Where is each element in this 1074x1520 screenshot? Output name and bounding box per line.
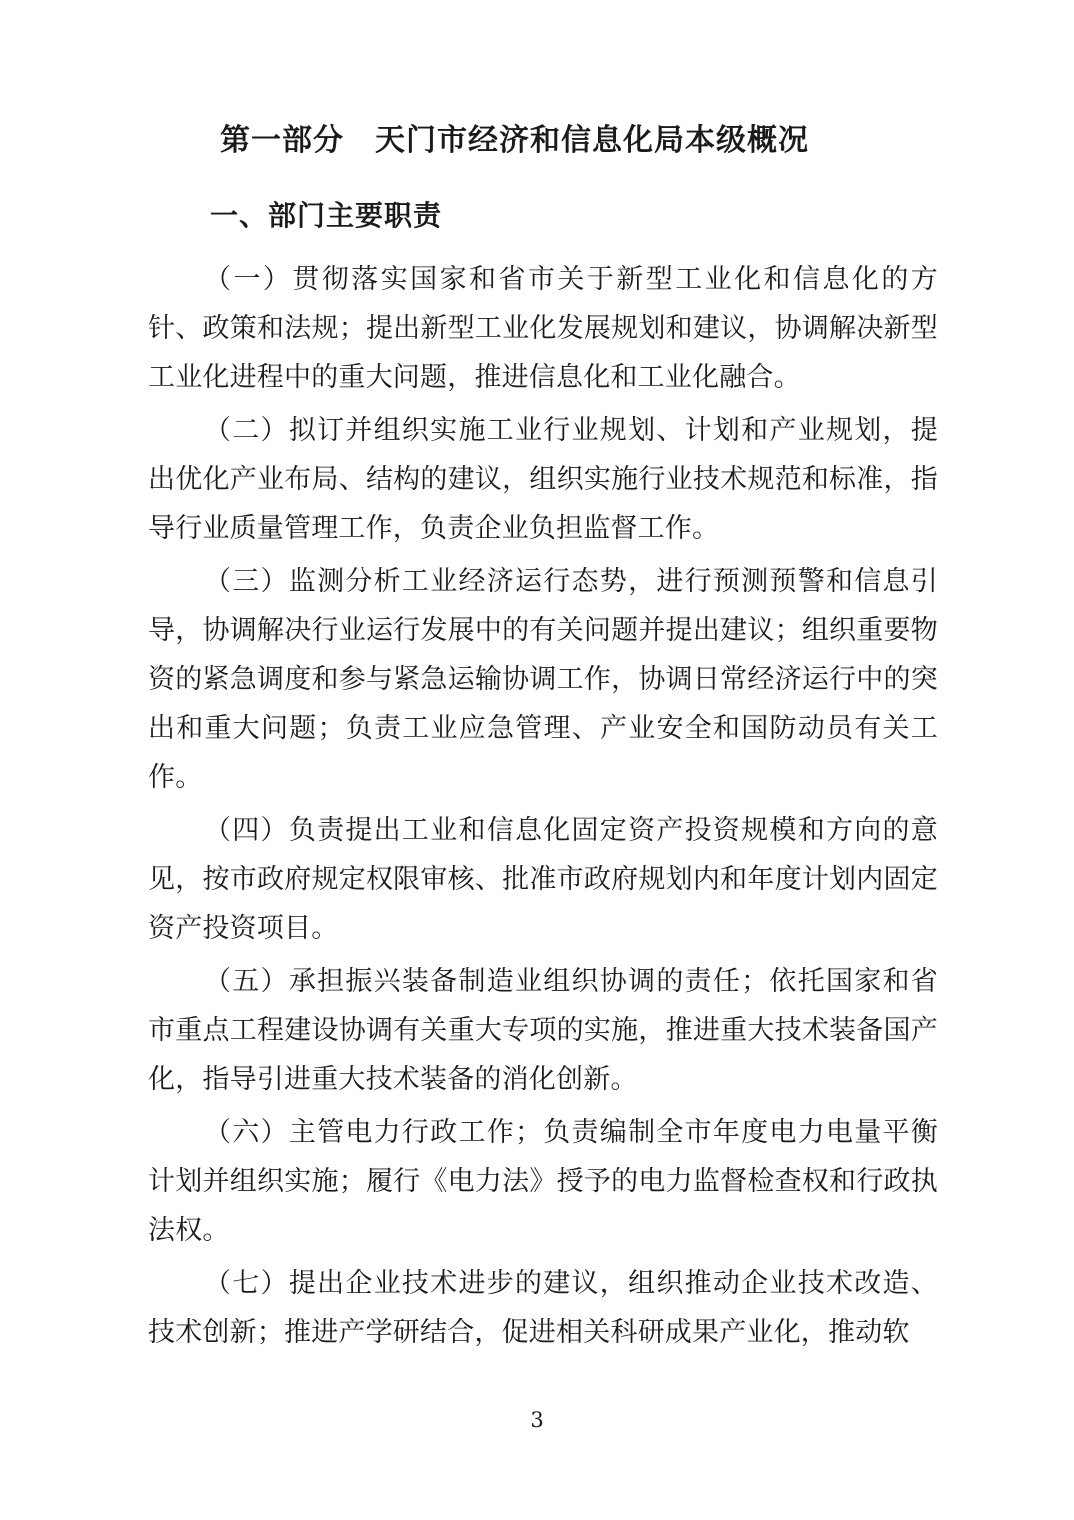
section-heading-part-one: 第一部分 天门市经济和信息化局本级概况 (220, 123, 809, 158)
paragraph-4: （四）负责提出工业和信息化固定资产投资规模和方向的意见，按市政府规定权限审核、批准市政府规划内和年度计划内固定资产投资项目。 (148, 814, 938, 944)
paragraph-1: （一）贯彻落实国家和省市关于新型工业化和信息化的方针、政策和法规；提出新型工业化发展规划和建议，协调解决新型工业化进程中的重大问题，推进信息化和工业化融合。 (148, 263, 938, 393)
paragraph-6: （六）主管电力行政工作；负责编制全市年度电力电量平衡计划并组织实施；履行《电力法》授予的电力监督检查权和行政执法权。 (148, 1116, 938, 1246)
paragraph-2: （二）拟订并组织实施工业行业规划、计划和产业规划，提出优化产业布局、结构的建议，组织实施行业技术规范和标准，指导行业质量管理工作，负责企业负担监督工作。 (148, 414, 938, 544)
paragraph-3: （三）监测分析工业经济运行态势，进行预测预警和信息引导，协调解决行业运行发展中的有关问题并提出建议；组织重要物资的紧急调度和参与紧急运输协调工作，协调日常经济运行中的突出和重大问题；负责工业应急管理、产业安全和国防动员有关工作。 (148, 565, 938, 793)
paragraph-7: （七）提出企业技术进步的建议，组织推动企业技术改造、技术创新；推进产学研结合，促进相关科研成果产业化，推动软 (148, 1267, 938, 1348)
page-content (148, 120, 938, 1361)
subsection-heading-duties: 一、部门主要职责 (210, 199, 443, 232)
paragraph-5: （五）承担振兴装备制造业组织协调的责任；依托国家和省市重点工程建设协调有关重大专项的实施，推进重大技术装备国产化，指导引进重大技术装备的消化创新。 (148, 965, 938, 1095)
page-number: 3 (530, 1408, 544, 1432)
